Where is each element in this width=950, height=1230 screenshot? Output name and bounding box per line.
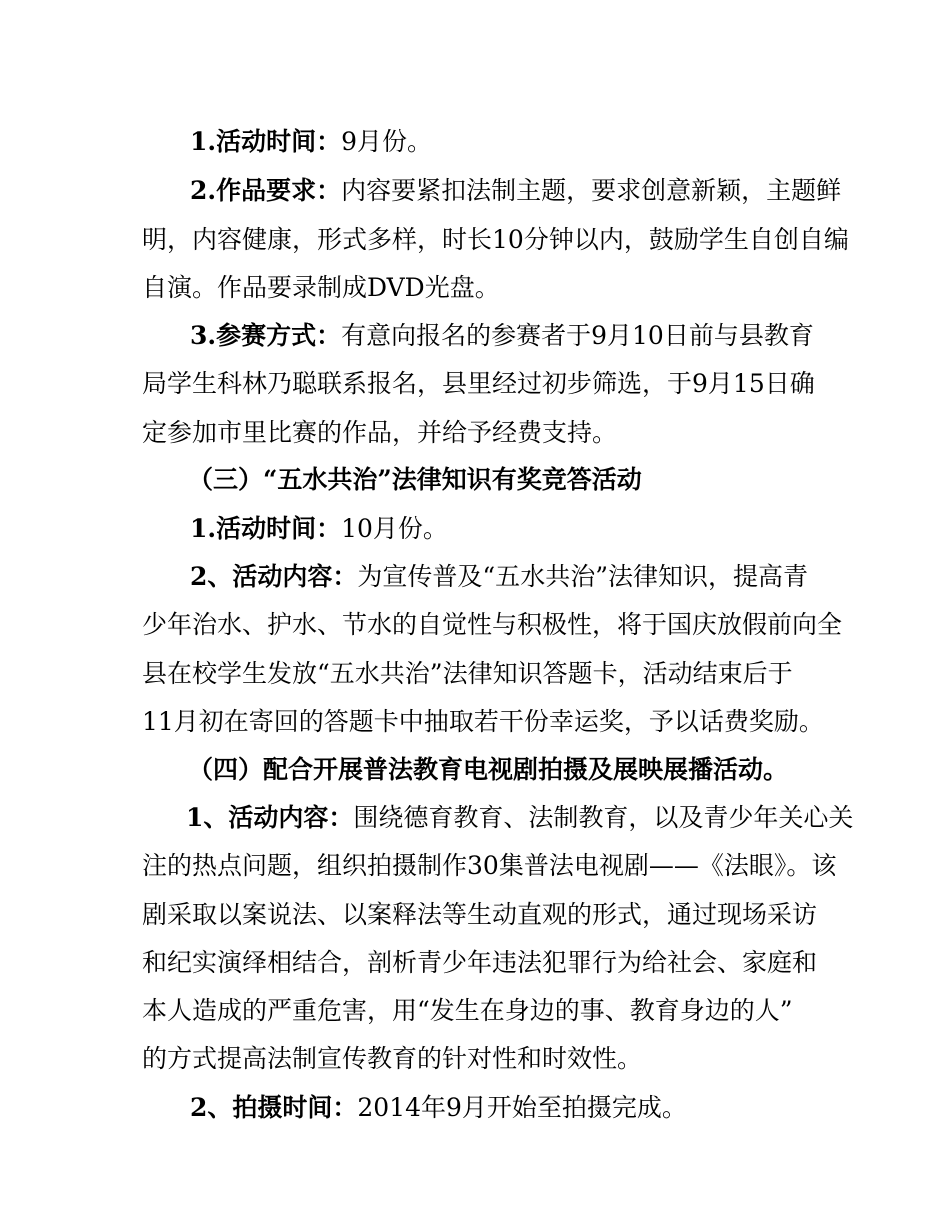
- item-activity-time-2: [190, 514, 448, 544]
- paragraph-line: [142, 996, 793, 1026]
- item-entry-method: [190, 321, 814, 351]
- paragraph-line: [142, 659, 793, 689]
- line-text: 县在校学生发放“五水共治”法律知识答题卡，活动结束后于: [142, 659, 793, 688]
- paragraph-line: [142, 610, 842, 640]
- paragraph-line: [142, 273, 500, 303]
- heading-text: （三）“五水共治”法律知识有奖竞答活动: [188, 465, 642, 494]
- item-text: 10月份。: [341, 514, 448, 543]
- paragraph-line: [142, 851, 836, 881]
- item-label: 3.参赛方式：: [190, 321, 342, 350]
- item-work-requirements: [190, 176, 841, 206]
- line-text: 和纪实演绎相结合，剖析青少年违法犯罪行为给社会、家庭和: [142, 948, 818, 977]
- line-text: 少年治水、护水、节水的自觉性与积极性，将于国庆放假前向全: [142, 610, 843, 639]
- paragraph-line: [142, 418, 617, 448]
- paragraph-line: [142, 707, 824, 737]
- paragraph-line: [142, 225, 849, 255]
- line-text: 本人造成的严重危害，用“发生在身边的事、教育身边的人”: [142, 996, 793, 1025]
- item-text: 为宣传普及“五水共治”法律知识，提高青: [357, 562, 808, 591]
- paragraph-line: [142, 369, 815, 399]
- item-text: 围绕德育教育、法制教育，以及青少年关心关: [353, 803, 854, 832]
- item-label: 1.活动时间：: [190, 127, 342, 156]
- line-text: 注的热点问题，组织拍摄制作30集普法电视剧——《法眼》。该: [142, 851, 837, 880]
- paragraph-line: [142, 900, 817, 930]
- item-text: 2014年9月开始至拍摄完成。: [357, 1093, 687, 1122]
- line-text: 定参加市里比赛的作品，并给予经费支持。: [142, 418, 618, 447]
- line-text: 明，内容健康，形式多样，时长10分钟以内，鼓励学生自创自编: [142, 225, 849, 254]
- line-text: 的方式提高法制宣传教育的针对性和时效性。: [142, 1044, 643, 1073]
- item-text: 内容要紧扣法制主题，要求创意新颖，主题鲜: [341, 176, 842, 205]
- item-label: 1、活动内容：: [186, 803, 354, 832]
- item-activity-time-1: [190, 127, 432, 157]
- heading-text: （四）配合开展普法教育电视剧拍摄及展映展播活动。: [188, 755, 789, 784]
- item-label: 2、拍摄时间：: [190, 1093, 358, 1122]
- item-filming-time: [190, 1093, 687, 1123]
- line-text: 剧采取以案说法、以案释法等生动直观的形式，通过现场采访: [142, 900, 818, 929]
- item-text: 有意向报名的参赛者于9月10日前与县教育: [341, 321, 814, 350]
- item-label: 1.活动时间：: [190, 514, 342, 543]
- line-text: 11月初在寄回的答题卡中抽取若干份幸运奖，予以话费奖励。: [142, 707, 824, 736]
- line-text: 自演。作品要录制成DVD光盘。: [142, 273, 500, 302]
- item-label: 2、活动内容：: [190, 562, 358, 591]
- item-text: 9月份。: [341, 127, 433, 156]
- paragraph-line: [142, 1044, 642, 1074]
- item-activity-content-1: [190, 562, 808, 592]
- section-heading-3: [188, 465, 642, 495]
- paragraph-line: [142, 948, 817, 978]
- item-label: 2.作品要求：: [190, 176, 342, 205]
- line-text: 局学生科林乃聪联系报名，县里经过初步筛选，于9月15日确: [142, 369, 815, 398]
- item-activity-content-2: [186, 803, 853, 833]
- section-heading-4: [188, 755, 788, 785]
